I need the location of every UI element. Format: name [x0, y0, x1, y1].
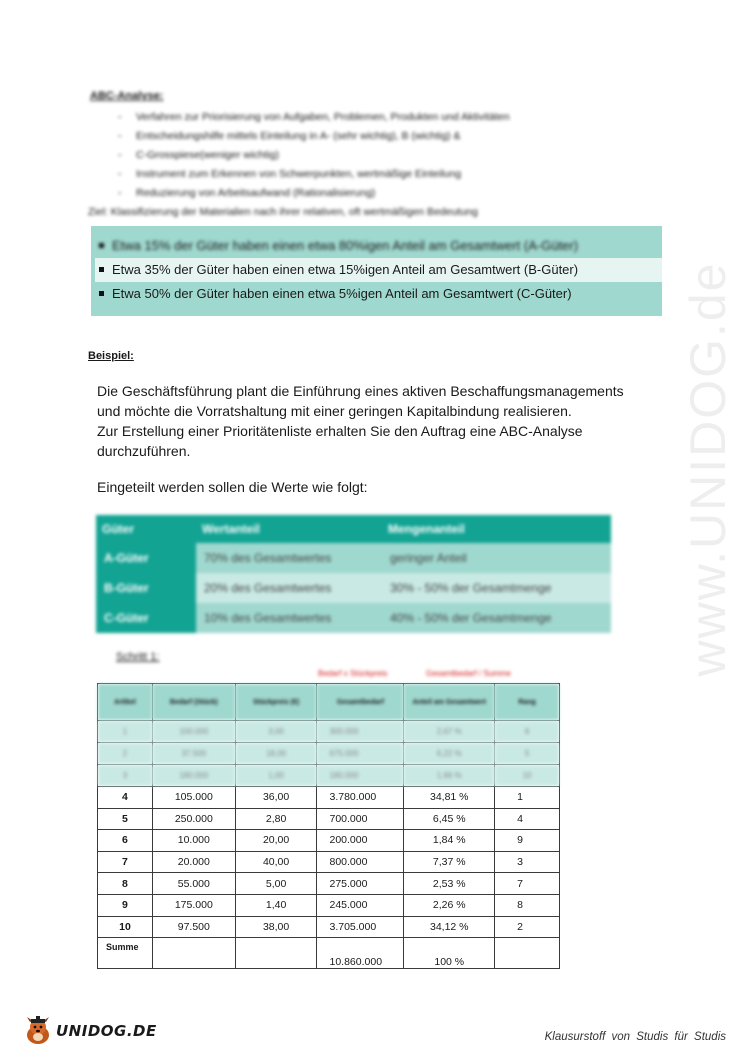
table-row [98, 830, 560, 852]
table-cell: 4 [495, 808, 560, 830]
table-cell: 800.000 [317, 851, 404, 873]
column-header: Bedarf (Stück) [152, 684, 235, 721]
table-cell: 2 [495, 916, 560, 938]
table-cell: geringer Anteil [382, 543, 611, 573]
table-row [96, 603, 611, 633]
table-cell: 7,37 % [404, 851, 495, 873]
table-cell: 245.000 [317, 894, 404, 916]
table-cell: 97.500 [152, 916, 235, 938]
table-cell: 55.000 [152, 873, 235, 895]
table-cell: 10 [98, 916, 153, 938]
table-cell [495, 938, 560, 969]
sum-percent: 100 % [404, 938, 495, 969]
table-cell: C-Güter [96, 603, 196, 633]
example-line: durchzuführen. [97, 443, 191, 459]
table-cell: 7 [98, 851, 153, 873]
table-cell: 3 [495, 851, 560, 873]
footer-slogan: Klausurstoff von Studis für Studis [544, 1031, 726, 1043]
table-cell: 2 [98, 743, 153, 765]
bullet-icon [99, 243, 104, 248]
column-header: Anteil am Gesamtwert [404, 684, 495, 721]
table-cell: 18,00 [235, 743, 317, 765]
sum-label: Summe [98, 938, 153, 969]
table-cell: 10 [495, 765, 560, 787]
column-header: Mengenanteil [382, 515, 611, 543]
table-cell: 175.000 [152, 894, 235, 916]
column-header: Wertanteil [196, 515, 382, 543]
table-cell: 8 [495, 894, 560, 916]
table-cell: 2,67 % [404, 721, 495, 743]
column-header: Stückpreis (€) [235, 684, 317, 721]
table-cell: 3.780.000 [317, 787, 404, 809]
share-item-c: Etwa 50% der Güter haben einen etwa 5%igen Anteil am Gesamtwert (C-Güter) [95, 282, 662, 306]
table-row [98, 851, 560, 873]
table-cell: 105.000 [152, 787, 235, 809]
list-item: - Verfahren zur Priorisierung von Aufgaben, Problemen, Produkten und Aktivitäten [118, 108, 638, 127]
table-cell: 2,80 [235, 808, 317, 830]
table-cell: 9 [495, 830, 560, 852]
table-cell: 20.000 [152, 851, 235, 873]
example-text [97, 381, 667, 461]
table-row [98, 765, 560, 787]
table-cell: 10.000 [152, 830, 235, 852]
share-box [91, 226, 662, 316]
column-header: Güter [96, 515, 196, 543]
table-cell: 250.000 [152, 808, 235, 830]
column-header: Gesamtbedarf [317, 684, 404, 721]
beispiel-heading: Beispiel: [88, 350, 134, 362]
table-cell: 1,00 [235, 765, 317, 787]
table-cell: 6 [495, 721, 560, 743]
list-item: - Instrument zum Erkennen von Schwerpunkten, wertmäßige Einteilung [118, 165, 638, 184]
table-sum-row [98, 938, 560, 969]
table-cell: 70% des Gesamtwertes [196, 543, 382, 573]
example-line: Zur Erstellung einer Prioritätenliste erhalten Sie den Auftrag eine ABC-Analyse [97, 423, 583, 439]
ziel-text: Ziel: Klassifizierung der Materialien nach ihrer relativen, oft wertmäßigen Bedeutung [88, 206, 478, 218]
formula-note: Bedarf x Stückpreis [318, 669, 388, 678]
table-cell: 20,00 [235, 830, 317, 852]
table-cell: 30% - 50% der Gesamtmenge [382, 573, 611, 603]
table-cell: 6,22 % [404, 743, 495, 765]
table-row [98, 808, 560, 830]
table-cell: 6 [98, 830, 153, 852]
sum-total: 10.860.000 [317, 938, 404, 969]
table-row [98, 894, 560, 916]
table-cell: 34,81 % [404, 787, 495, 809]
list-item: - Reduzierung von Arbeitsaufwand (Rationalisierung) [118, 184, 638, 203]
table-cell: 40% - 50% der Gesamtmenge [382, 603, 611, 633]
table-cell: 275.000 [317, 873, 404, 895]
list-item: - C-Grosspiese(weniger wichtig) [118, 146, 638, 165]
table-cell: 1,40 [235, 894, 317, 916]
table-cell: 200.000 [317, 830, 404, 852]
table-cell: 675.000 [317, 743, 404, 765]
table-cell: B-Güter [96, 573, 196, 603]
list-item: - Entscheidungshilfe mittels Einteilung in A- (sehr wichtig), B (wichtig) & [118, 127, 638, 146]
table-row [98, 743, 560, 765]
table-cell: 3 [98, 765, 153, 787]
table-cell: 40,00 [235, 851, 317, 873]
table-row [98, 721, 560, 743]
table-cell: 300.000 [317, 721, 404, 743]
table-cell: 20% des Gesamtwertes [196, 573, 382, 603]
abc-analyse-list [118, 108, 638, 203]
table-header-row [96, 515, 611, 543]
table-cell: 5,00 [235, 873, 317, 895]
table-row [98, 916, 560, 938]
table-cell: 1,66 % [404, 765, 495, 787]
watermark: www.UNIDOG.de [680, 261, 736, 677]
share-item-b: Etwa 35% der Güter haben einen etwa 15%igen Anteil am Gesamtwert (B-Güter) [95, 258, 662, 282]
table-cell: 1 [98, 721, 153, 743]
formula-note: Gesamtbedarf / Summe [426, 669, 511, 678]
bullet-icon [99, 291, 104, 296]
table-cell: 37.500 [152, 743, 235, 765]
table-cell: 8 [98, 873, 153, 895]
table-cell [235, 938, 317, 969]
table-cell: 1,84 % [404, 830, 495, 852]
bullet-icon [99, 267, 104, 272]
example-line: und möchte die Vorratshaltung mit einer geringen Kapitalbindung realisieren. [97, 403, 572, 419]
table-cell: 700.000 [317, 808, 404, 830]
table-cell: 5 [495, 743, 560, 765]
schritt-heading: Schritt 1: [116, 651, 160, 663]
table-cell: 7 [495, 873, 560, 895]
table-cell: 34,12 % [404, 916, 495, 938]
table-cell: 9 [98, 894, 153, 916]
table-cell: 10% des Gesamtwertes [196, 603, 382, 633]
table-cell: 3,00 [235, 721, 317, 743]
table-row [96, 543, 611, 573]
eingeteilt-text: Eingeteilt werden sollen die Werte wie folgt: [97, 479, 368, 495]
table-cell: 180.000 [152, 765, 235, 787]
table-cell: 2,53 % [404, 873, 495, 895]
column-header: Rang [495, 684, 560, 721]
class-table [96, 515, 611, 633]
table-row [98, 873, 560, 895]
table-cell: 2,26 % [404, 894, 495, 916]
table-cell: A-Güter [96, 543, 196, 573]
table-cell: 38,00 [235, 916, 317, 938]
dog-icon [22, 1016, 54, 1046]
table-cell [152, 938, 235, 969]
table-cell: 3.705.000 [317, 916, 404, 938]
table-row [98, 787, 560, 809]
abc-analyse-heading: ABC-Analyse: [90, 90, 164, 102]
data-table [97, 683, 560, 969]
table-cell: 6,45 % [404, 808, 495, 830]
table-cell: 100.000 [152, 721, 235, 743]
table-cell: 4 [98, 787, 153, 809]
column-header: Artikel [98, 684, 153, 721]
table-cell: 1 [495, 787, 560, 809]
logo-text: UNIDOG.DE [56, 1022, 157, 1040]
table-header-row [98, 684, 560, 721]
example-line: Die Geschäftsführung plant die Einführung eines aktiven Beschaffungsmanagements [97, 383, 624, 399]
table-cell: 180.000 [317, 765, 404, 787]
table-cell: 36,00 [235, 787, 317, 809]
share-item-a: Etwa 15% der Güter haben einen etwa 80%igen Anteil am Gesamtwert (A-Güter) [95, 234, 662, 258]
table-row [96, 573, 611, 603]
table-cell: 5 [98, 808, 153, 830]
unidog-logo[interactable] [22, 1016, 157, 1046]
